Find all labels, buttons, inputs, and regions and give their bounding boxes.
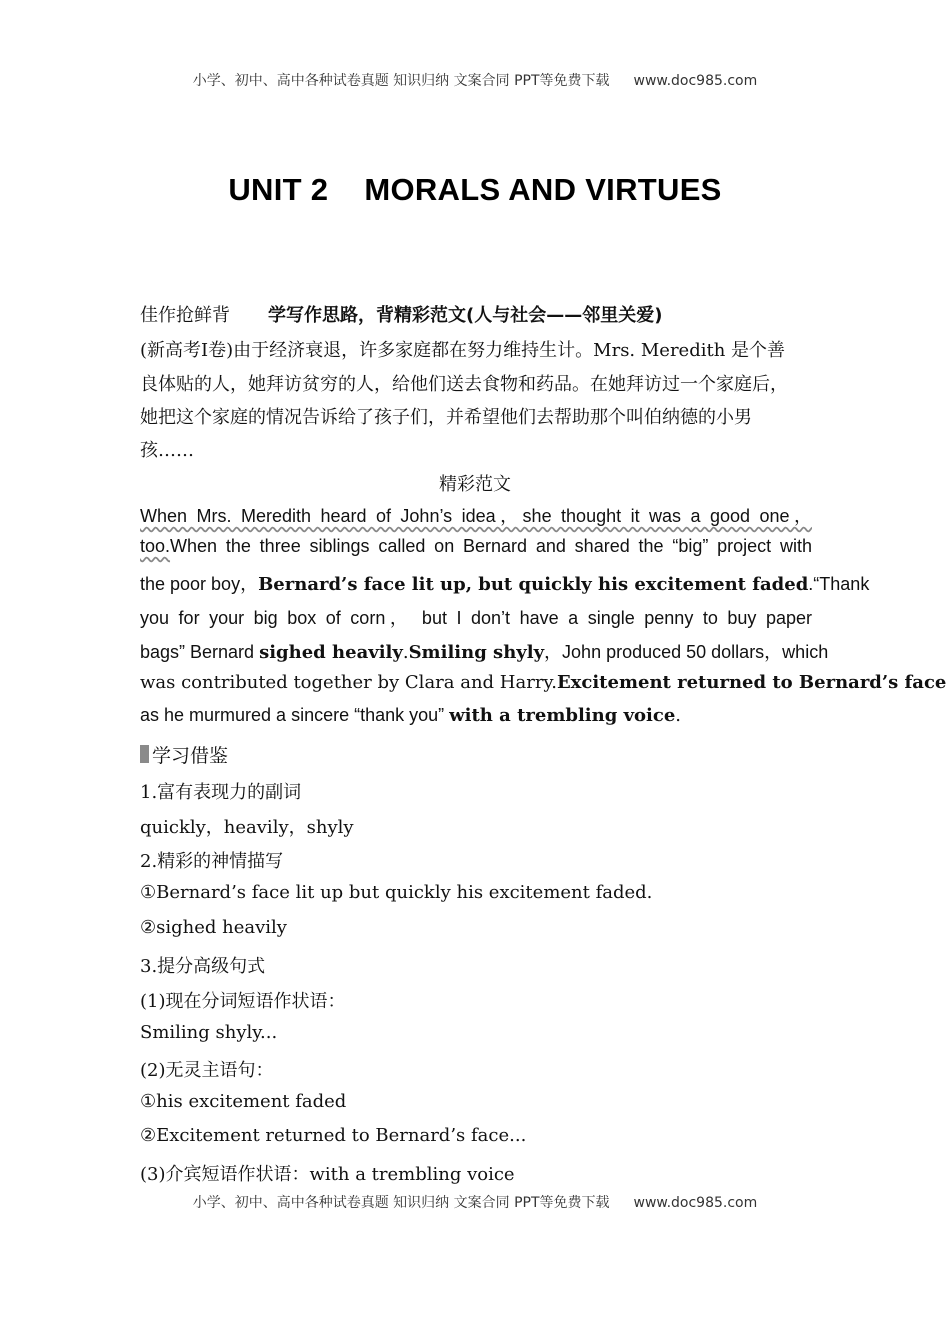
learning-item: 1.富有表现力的副词 (140, 782, 302, 803)
header-site: www.doc985.com (633, 73, 758, 89)
essay-fragment: bags” Bernard (140, 642, 260, 662)
page-footer (0, 1192, 950, 1212)
section-label: 佳作抢鲜背 (140, 305, 230, 326)
unit-number: UNIT 2 (228, 172, 329, 207)
essay-line-7 (140, 705, 812, 726)
learning-heading (140, 741, 228, 768)
learning-title: 学习借鉴 (152, 745, 229, 767)
essay-fragment: was contributed together by Clara and Harry. (140, 672, 557, 693)
section-heading (140, 301, 662, 327)
essay-line-4: you for your big box of corn， but I don’t have a single penny to buy paper (140, 608, 812, 628)
essay-fragment: When the three siblings called on Bernard and shared the “big” project with (170, 536, 812, 556)
essay-line-3 (140, 570, 870, 596)
section-subtitle: 学写作思路，背精彩范文(人与社会——邻里关爱) (268, 305, 663, 326)
learning-item: ①Bernard’s face lit up but quickly his excitement faded. (140, 882, 653, 903)
essay-line-1: When Mrs. Meredith heard of John’s idea，she thought it was a good one， (140, 506, 812, 526)
essay-fragment: as he murmured a sincere “thank you” (140, 705, 450, 725)
learning-item: ②Excitement returned to Bernard’s face... (140, 1125, 527, 1146)
essay-highlight: sighed heavily (259, 642, 403, 663)
page-header (0, 70, 950, 90)
essay-fragment: ，John produced 50 dollars，which (544, 642, 829, 662)
header-text: 小学、初中、高中各种试卷真题 知识归纳 文案合同 PPT等免费下载 (192, 73, 610, 89)
footer-site: www.doc985.com (633, 1195, 758, 1211)
learning-item: ②sighed heavily (140, 917, 287, 938)
heading-marker-icon (140, 745, 149, 763)
unit-name: MORALS AND VIRTUES (364, 172, 722, 207)
essay-caption: 精彩范文 (439, 474, 511, 495)
learning-item: ①his excitement faded (140, 1091, 347, 1112)
learning-item: 3.提分高级句式 (140, 956, 266, 977)
footer-text: 小学、初中、高中各种试卷真题 知识归纳 文案合同 PPT等免费下载 (192, 1195, 610, 1211)
essay-highlight: Bernard’s face lit up, but quickly his excitement faded (258, 574, 809, 595)
essay-fragment: .“Thank (808, 574, 870, 594)
learning-item: (2)无灵主语句： (140, 1060, 274, 1081)
learning-item: 2.精彩的神情描写 (140, 851, 284, 872)
page-title (0, 172, 950, 208)
essay-line-5 (140, 638, 829, 664)
essay-line-2 (140, 536, 812, 557)
learning-item: (1)现在分词短语作状语： (140, 991, 346, 1012)
intro-line: 她把这个家庭的情况告诉给了孩子们，并希望他们去帮助那个叫伯纳德的小男 (140, 407, 752, 428)
essay-fragment: . (402, 642, 409, 663)
learning-item: quickly，heavily，shyly (140, 817, 354, 838)
essay-highlight: Smiling shyly (408, 642, 545, 663)
intro-line: (新高考Ⅰ卷)由于经济衰退，许多家庭都在努力维持生计。Mrs. Meredith 是个善 (140, 340, 786, 361)
essay-highlight: Excitement returned to Bernard’s face (556, 672, 947, 693)
learning-item: (3)介宾短语作状语：with a trembling voice (140, 1164, 515, 1185)
intro-line: 良体贴的人，她拜访贫穷的人，给他们送去食物和药品。在她拜访过一个家庭后， (140, 374, 788, 395)
essay-highlight: with a trembling voice (449, 705, 676, 726)
learning-item: Smiling shyly... (140, 1022, 278, 1043)
intro-line: 孩…… (140, 440, 194, 461)
essay-fragment: the poor boy， (140, 574, 259, 594)
essay-fragment: . (675, 705, 682, 726)
essay-line-6 (140, 672, 947, 693)
essay-fragment: too. (140, 536, 171, 556)
